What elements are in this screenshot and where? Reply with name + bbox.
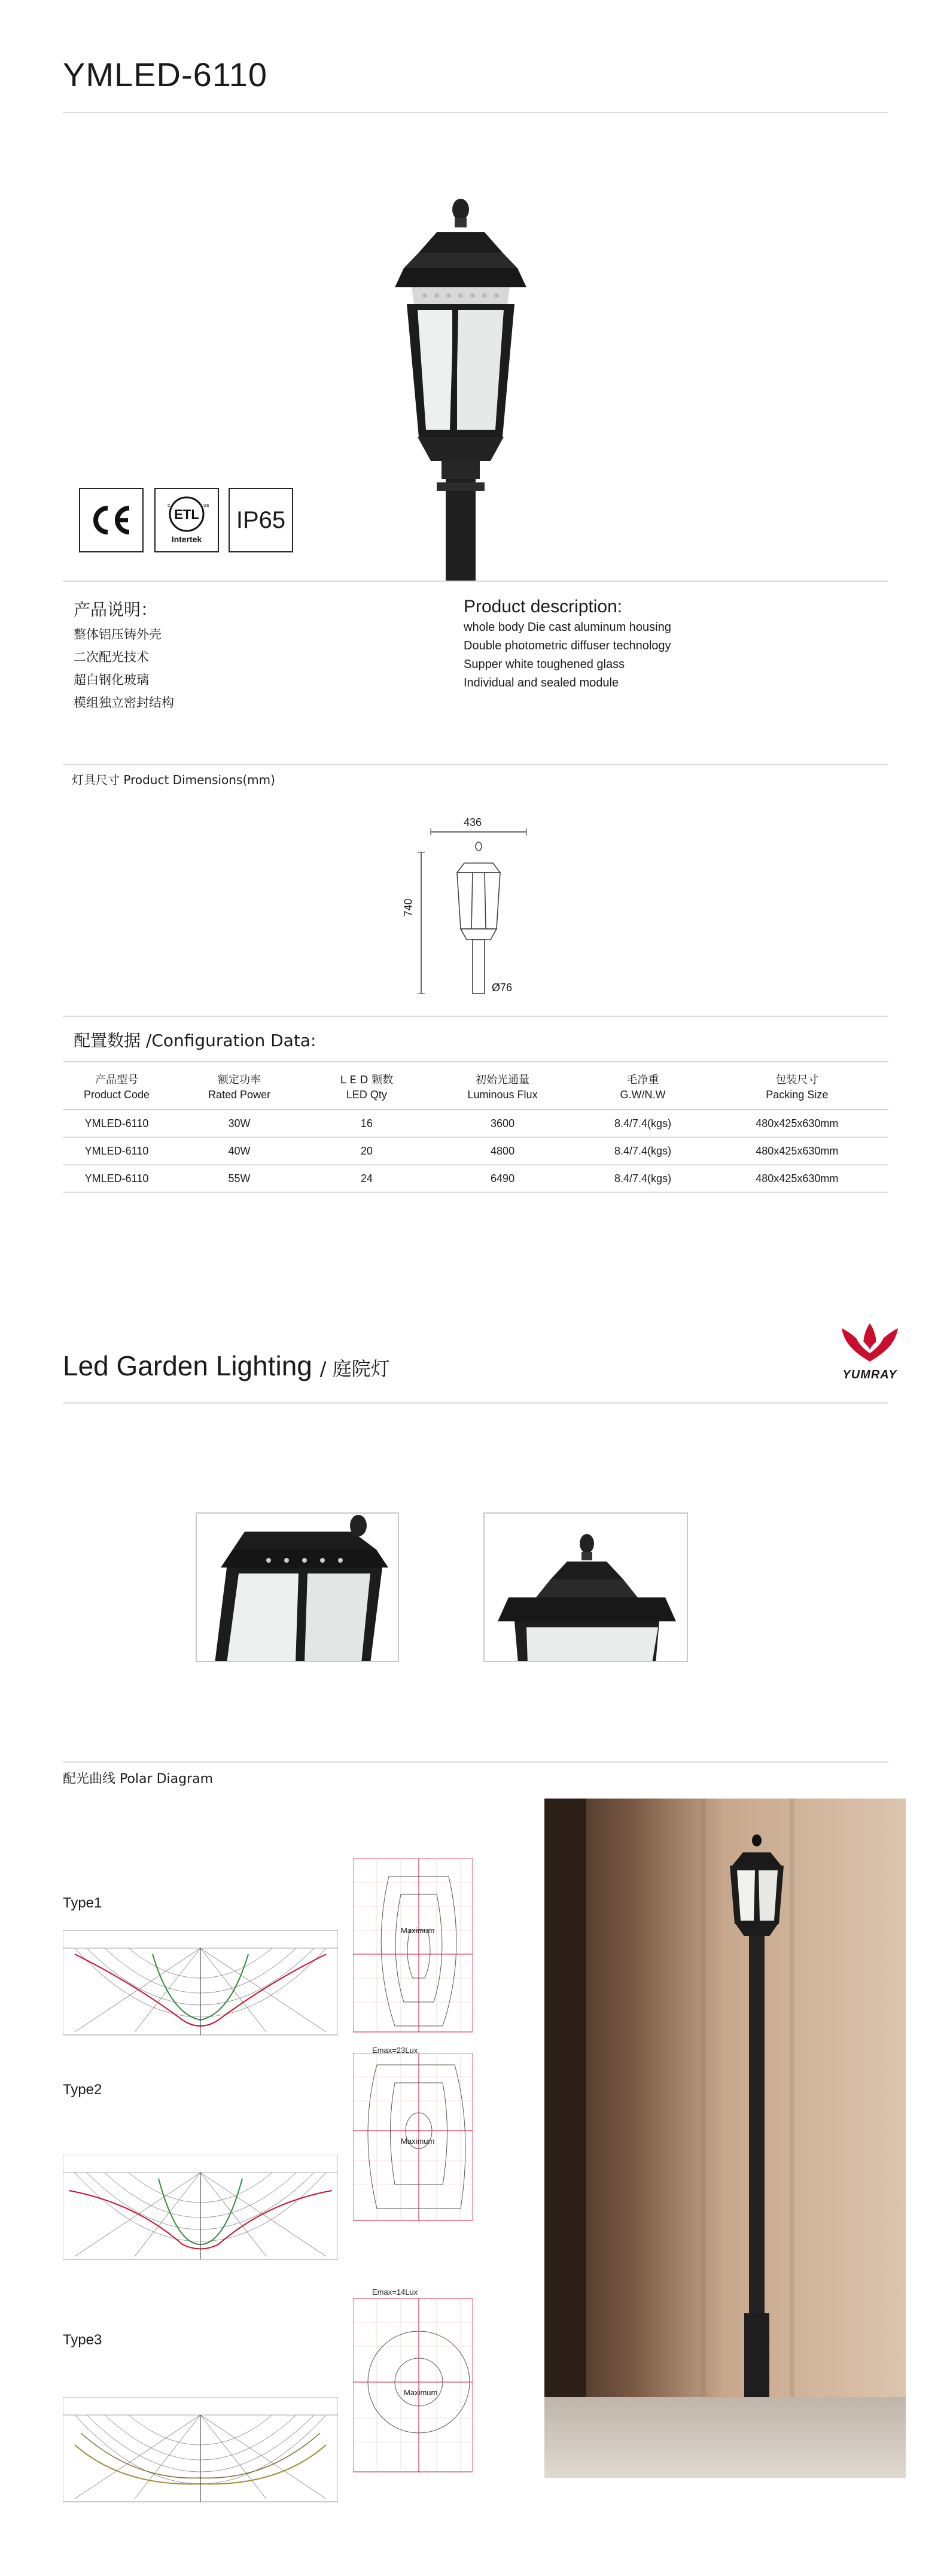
divider-2: [63, 764, 888, 765]
divider-3: [63, 1016, 888, 1017]
column-header: 额定功率 Rated Power: [170, 1064, 308, 1110]
isolux-emax-1: Emax=23Lux: [372, 2046, 418, 2055]
table-cell: YMLED-6110: [63, 1137, 170, 1165]
table-cell: 55W: [170, 1165, 308, 1192]
dimension-drawing: [407, 814, 550, 1006]
table-row: [63, 1110, 888, 1137]
svg-text:c: c: [168, 502, 170, 508]
polar-diagram-type3: [63, 2397, 338, 2505]
isolux-diagram-type1: [353, 1858, 473, 2038]
dimensions-heading: 灯具尺寸 Product Dimensions(mm): [72, 773, 275, 787]
list-item: 超白钢化玻璃: [74, 673, 149, 687]
desc-zh-list: [74, 623, 174, 714]
detail-photo-roof: [483, 1512, 688, 1662]
column-header: L E D 颗数 LED Qty: [308, 1064, 425, 1110]
section-title-en: Led Garden Lighting: [63, 1350, 312, 1381]
brand-name: YUMRAY: [842, 1368, 897, 1381]
table-row: [63, 1137, 888, 1165]
list-item: Double photometric diffuser technology: [464, 639, 671, 652]
table-cell: 40W: [170, 1137, 308, 1165]
svg-text:ETL: ETL: [174, 507, 199, 522]
table-cell: 480x425x630mm: [706, 1165, 888, 1192]
list-item: Supper white toughened glass: [464, 658, 625, 671]
config-heading: 配置数据 /Configuration Data:: [74, 1031, 316, 1050]
page-title: YMLED-6110: [63, 56, 268, 93]
divider-6: [63, 1761, 888, 1763]
etl-mark-icon: [154, 488, 219, 552]
table-cell: YMLED-6110: [63, 1110, 170, 1137]
table-cell: 8.4/7.4(kgs): [580, 1137, 705, 1165]
list-item: 模组独立密封结构: [74, 695, 174, 710]
type1-label: Type1: [63, 1895, 102, 1911]
isolux-emax-2: Emax=14Lux: [372, 2288, 418, 2296]
column-header: 初始光通量 Luminous Flux: [425, 1064, 580, 1110]
divider-4: [63, 1061, 888, 1062]
table-cell: 8.4/7.4(kgs): [580, 1165, 705, 1192]
list-item: 二次配光技术: [74, 650, 149, 664]
brand-logo: [833, 1320, 907, 1382]
dimension-height: 740: [402, 898, 415, 917]
type3-label: Type3: [63, 2332, 102, 2348]
polar-heading: 配光曲线 Polar Diagram: [63, 1772, 214, 1787]
brand-logo-icon: [837, 1320, 903, 1368]
polar-diagram-type1: [63, 1930, 338, 2038]
table-cell: 3600: [425, 1110, 580, 1137]
installation-photo: [544, 1799, 906, 2478]
header-divider: [63, 112, 888, 113]
lamp-product-image: [353, 198, 568, 581]
dimension-width: 436: [464, 816, 482, 828]
config-table: [63, 1064, 888, 1193]
table-cell: YMLED-6110: [63, 1165, 170, 1192]
table-cell: 8.4/7.4(kgs): [580, 1110, 705, 1137]
isolux-max-label-2: Maximum: [401, 2137, 435, 2146]
table-cell: 20: [308, 1137, 425, 1165]
isolux-max-label-1: Maximum: [401, 1926, 435, 1935]
column-header: 毛净重 G.W/N.W: [580, 1064, 705, 1110]
table-cell: 6490: [425, 1165, 580, 1192]
table-cell: 16: [308, 1110, 425, 1137]
etl-label: Intertek: [171, 534, 202, 544]
list-item: whole body Die cast aluminum housing: [464, 621, 671, 634]
desc-en-list: [464, 618, 671, 692]
desc-zh-title: 产品说明：: [74, 600, 158, 619]
isolux-max-label-3: Maximum: [404, 2388, 438, 2397]
ip65-label: IP65: [236, 506, 286, 533]
table-row: [63, 1165, 888, 1192]
table-header-row: [63, 1064, 888, 1110]
type2-label: Type2: [63, 2082, 102, 2098]
table-cell: 24: [308, 1165, 425, 1192]
ip65-badge-icon: [229, 488, 293, 552]
table-cell: 480x425x630mm: [706, 1137, 888, 1165]
table-cell: 4800: [425, 1137, 580, 1165]
desc-en-title: Product description:: [464, 597, 623, 616]
detail-photo-closeup: [196, 1512, 399, 1662]
list-item: Individual and sealed module: [464, 676, 619, 689]
ce-mark-icon: [79, 488, 144, 552]
svg-text:us: us: [203, 502, 209, 508]
polar-diagram-type2: [63, 2155, 338, 2262]
divider-5: [63, 1402, 888, 1404]
column-header: 包装尺寸 Packing Size: [706, 1064, 888, 1110]
section-title-zh: / 庭院灯: [319, 1357, 390, 1380]
divider-1: [63, 581, 888, 582]
dimension-diameter: Ø76: [492, 982, 513, 994]
section-title: [63, 1350, 390, 1382]
column-header: 产品型号 Product Code: [63, 1064, 170, 1110]
table-cell: 30W: [170, 1110, 308, 1137]
list-item: 整体铝压铸外壳: [74, 627, 162, 642]
table-cell: 480x425x630mm: [706, 1110, 888, 1137]
